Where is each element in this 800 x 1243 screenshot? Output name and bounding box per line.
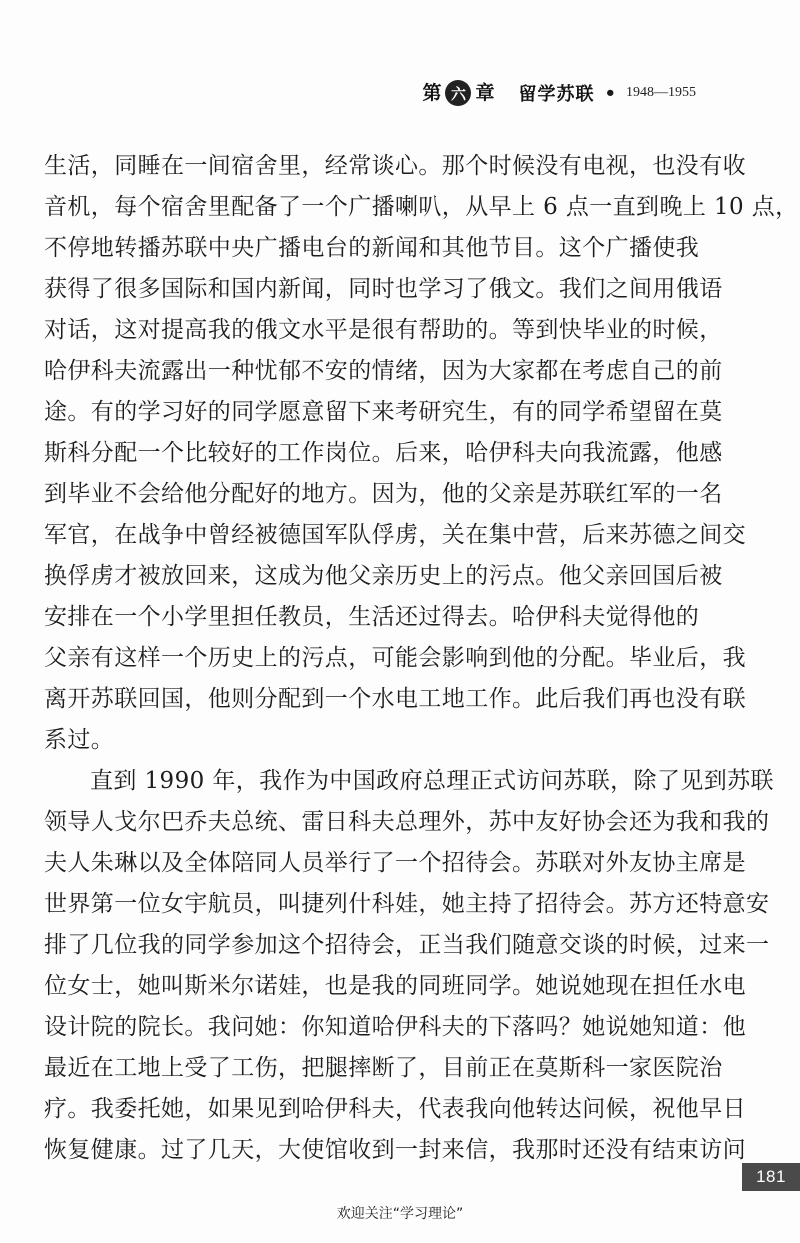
- text-line: 离开苏联回国，他则分配到一个水电工地工作。此后我们再也没有联: [44, 686, 746, 712]
- text-line: 到毕业不会给他分配好的地方。因为，他的父亲是苏联红军的一名: [44, 481, 723, 507]
- text-line: 系过。: [44, 727, 115, 753]
- text-line: 世界第一位女宇航员，叫捷列什科娃，她主持了招待会。苏方还特意安: [44, 891, 770, 917]
- text-line: 恢复健康。过了几天，大使馆收到一封来信，我那时还没有结束访问: [44, 1137, 746, 1163]
- chapter-badge: [422, 80, 494, 106]
- body-text: [44, 146, 799, 1171]
- text-line: 哈伊科夫流露出一种忧郁不安的情绪，因为大家都在考虑自己的前: [44, 358, 723, 384]
- chapter-char-1: 第: [422, 82, 442, 104]
- paragraph-start-line: 直到 1990 年，我作为中国政府总理正式访问苏联，除了见到苏联: [90, 768, 774, 794]
- chapter-number-circle: 六: [445, 80, 471, 106]
- text-line: 音机，每个宿舍里配备了一个广播喇叭，从早上 6 点一直到晚上 10 点，: [44, 194, 799, 220]
- chapter-years: 1948—1955: [626, 85, 696, 100]
- text-line: 位女士，她叫斯米尔诺娃，也是我的同班同学。她说她现在担任水电: [44, 973, 746, 999]
- text-line: 疗。我委托她，如果见到哈伊科夫，代表我向他转达问候，祝他早日: [44, 1096, 746, 1122]
- text-line: 夫人朱琳以及全体陪同人员举行了一个招待会。苏联对外友协主席是: [44, 850, 746, 876]
- chapter-title: 留学苏联: [518, 84, 595, 105]
- text-line: 斯科分配一个比较好的工作岗位。后来，哈伊科夫向我流露，他感: [44, 440, 723, 466]
- text-line: 不停地转播苏联中央广播电台的新闻和其他节目。这个广播使我: [44, 235, 700, 261]
- text-line: 对话，这对提高我的俄文水平是很有帮助的。等到快毕业的时候，: [44, 317, 723, 343]
- footer-note: 欢迎关注“学习理论”: [336, 1206, 464, 1222]
- chapter-char-3: 章: [475, 82, 495, 104]
- text-line: 军官，在战争中曾经被德国军队俘虏，关在集中营，后来苏德之间交: [44, 522, 746, 548]
- header-separator-dot: •: [604, 82, 616, 104]
- text-line: 领导人戈尔巴乔夫总统、雷日科夫总理外，苏中友好协会还为我和我的: [44, 809, 770, 835]
- text-line: 排了几位我的同学参加这个招待会，正当我们随意交谈的时候，过来一: [44, 932, 770, 958]
- text-line: 换俘虏才被放回来，这成为他父亲历史上的污点。他父亲回国后被: [44, 563, 723, 589]
- running-header: [422, 80, 696, 106]
- text-line: 途。有的学习好的同学愿意留下来考研究生，有的同学希望留在莫: [44, 399, 723, 425]
- text-line: 最近在工地上受了工伤，把腿摔断了，目前正在莫斯科一家医院治: [44, 1055, 723, 1081]
- text-line: 获得了很多国际和国内新闻，同时也学习了俄文。我们之间用俄语: [44, 276, 723, 302]
- text-line: 设计院的院长。我问她：你知道哈伊科夫的下落吗？她说她知道：他: [44, 1014, 746, 1040]
- text-line: 生活，同睡在一间宿舍里，经常谈心。那个时候没有电视，也没有收: [44, 153, 746, 179]
- page-number: 181: [742, 1163, 800, 1191]
- text-line: 父亲有这样一个历史上的污点，可能会影响到他的分配。毕业后，我: [44, 645, 746, 671]
- text-line: 安排在一个小学里担任教员，生活还过得去。哈伊科夫觉得他的: [44, 604, 700, 630]
